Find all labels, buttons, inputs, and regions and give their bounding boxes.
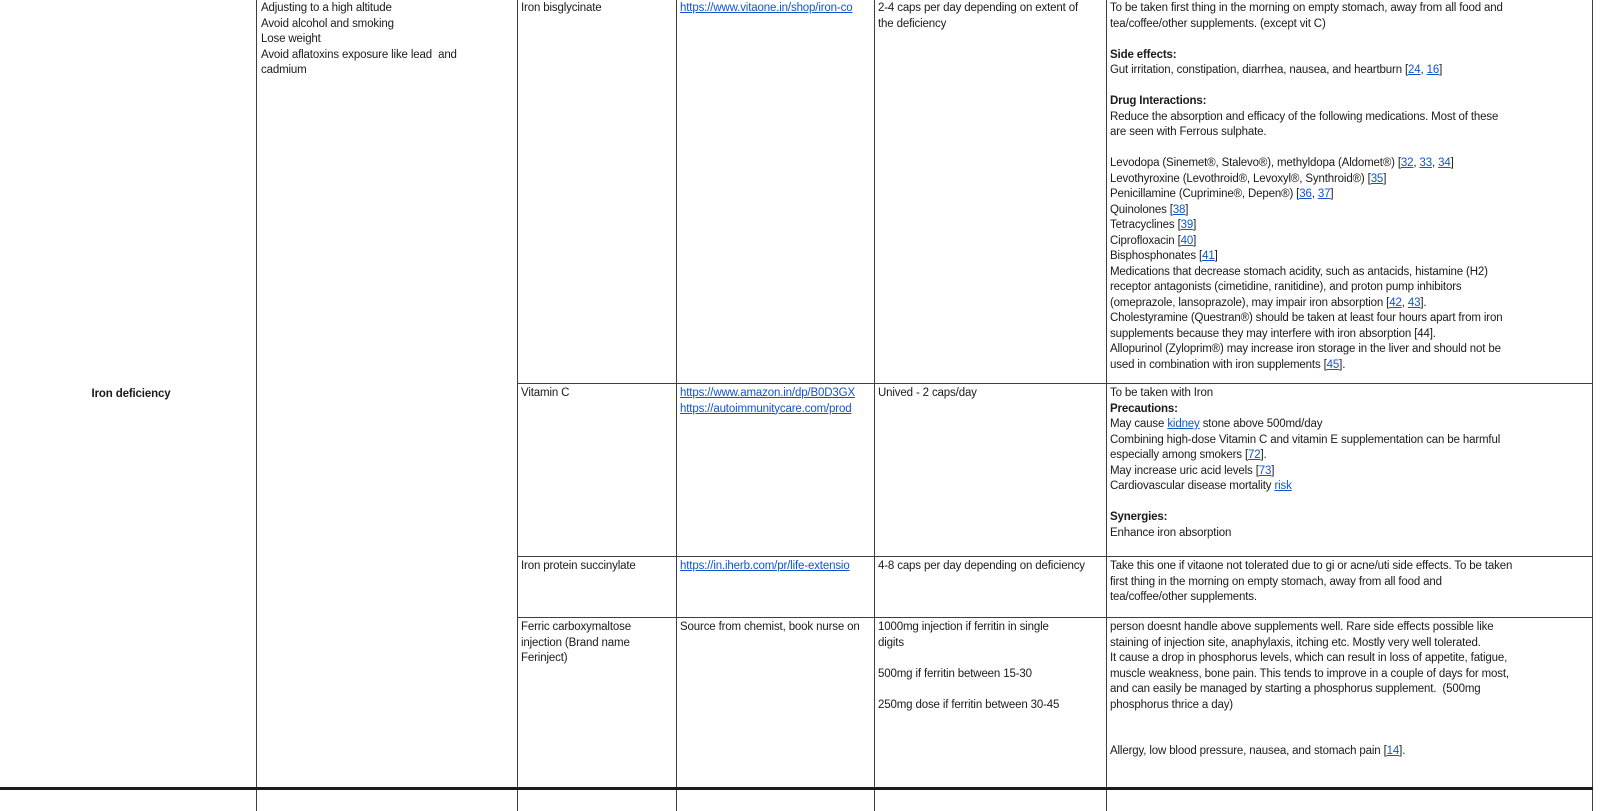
bold-heading: Drug Interactions: (1110, 95, 1207, 107)
text-line (680, 402, 870, 418)
text-line: To be taken with Iron (1110, 387, 1213, 399)
text-segment: ] (1383, 172, 1387, 185)
dose-cell (875, 557, 1105, 616)
text-line (1110, 187, 1588, 203)
text-segment: Levodopa (Sinemet®, Stalevo®), methyldopa (Aldomet®) [ (1110, 157, 1401, 169)
text-line: Iron bisglycinate (521, 2, 602, 14)
lifestyle-advice-cell (258, 0, 520, 787)
text-segment: , (1311, 188, 1318, 200)
text-segment: ] (1439, 64, 1443, 76)
text-line: Lose weight (261, 33, 321, 45)
text-line (1110, 358, 1588, 374)
text-line (1110, 234, 1588, 250)
reference-link[interactable]: https://autoimmunitycare.com/prod (680, 402, 852, 415)
text-segment: especially among smokers [ (1110, 449, 1248, 461)
reference-link[interactable]: 35 (1370, 172, 1384, 185)
text-line: digits (878, 636, 904, 649)
text-segment: ] (1271, 464, 1275, 477)
text-line: are seen with Ferrous sulphate. (1110, 126, 1267, 138)
text-line: Cholestyramine (Questran®) should be taken at least four hours apart from iron (1110, 312, 1503, 324)
text-line (878, 682, 1102, 698)
text-line (1110, 744, 1588, 760)
text-segment: used in combination with iron supplements [ (1110, 358, 1327, 371)
text-segment: , (1432, 157, 1439, 169)
reference-link[interactable]: 39 (1180, 219, 1194, 231)
reference-link[interactable]: 41 (1202, 250, 1215, 262)
product-link-cell (677, 618, 873, 786)
text-segment: (omeprazole, lansoprazole), may impair iron absorption [ (1110, 296, 1390, 309)
text-segment: ]. (1339, 358, 1346, 371)
text-line (1110, 79, 1588, 95)
reference-link[interactable]: 36 (1299, 188, 1312, 200)
reference-link[interactable]: kidney (1167, 418, 1200, 430)
text-line: Unived - 2 caps/day (878, 387, 977, 399)
text-line (1110, 448, 1588, 464)
product-link-cell (677, 384, 873, 555)
reference-link[interactable]: https://in.iherb.com/pr/life-extensio (680, 560, 850, 572)
text-line (1110, 63, 1588, 79)
text-line: cadmium (261, 64, 307, 76)
reference-link[interactable]: 37 (1317, 188, 1331, 200)
text-segment: Gut irritation, constipation, diarrhea, nausea, and heartburn [ (1110, 64, 1409, 76)
column-border (1592, 0, 1593, 811)
text-segment: May cause (1110, 418, 1168, 430)
text-line: Ferric carboxymaltose (521, 621, 631, 633)
text-line (1110, 141, 1588, 157)
text-segment: Levothyroxine (Levothroid®, Levoxyl®, Synthroid®) [ (1110, 172, 1371, 185)
text-line (680, 1, 870, 17)
bold-heading: Side effects: (1110, 48, 1177, 61)
text-line (1110, 48, 1588, 64)
text-line (1110, 203, 1588, 219)
text-line: Ferinject) (521, 652, 568, 664)
reference-link[interactable]: https://www.amazon.in/dp/B0D3GX (680, 387, 855, 399)
reference-link[interactable]: 16 (1426, 64, 1440, 76)
text-line (878, 651, 1102, 667)
text-segment: ]. (1260, 449, 1267, 461)
text-segment: , (1413, 157, 1420, 169)
text-line: receptor antagonists (cimetidine, ranitidine), and proton pump inhibitors (1110, 281, 1462, 293)
text-line: To be taken first thing in the morning on empty stomach, away from all food and (1110, 2, 1503, 14)
reference-link[interactable]: 72 (1248, 449, 1261, 461)
text-line (1110, 479, 1588, 495)
text-line: phosphorus thrice a day) (1110, 698, 1233, 711)
text-segment: ] (1450, 157, 1454, 169)
bold-heading: Precautions: (1110, 402, 1178, 415)
text-line: 500mg if ferritin between 15-30 (878, 667, 1032, 680)
reference-link[interactable]: 24 (1408, 64, 1421, 76)
text-line: the deficiency (878, 17, 947, 30)
reference-link[interactable]: 38 (1172, 203, 1186, 216)
condition-cell (1, 0, 261, 788)
supplement-name-cell (518, 0, 675, 382)
text-line: Avoid alcohol and smoking (261, 17, 394, 30)
text-line: Enhance iron absorption (1110, 526, 1232, 539)
text-line (680, 386, 870, 402)
text-line (1110, 510, 1588, 526)
text-line: Adjusting to a high altitude (261, 2, 392, 14)
text-line (1110, 218, 1588, 234)
dose-cell (875, 618, 1105, 786)
text-line (1110, 249, 1588, 265)
dose-cell (875, 0, 1105, 382)
text-line: first thing in the morning on empty stomach, away from all food and (1110, 575, 1442, 588)
text-line: muscle weakness, bone pain. This tends to improve in a couple of days for most, (1110, 667, 1509, 680)
text-line: Avoid aflatoxins exposure like lead and (261, 48, 457, 61)
text-segment: , (1401, 296, 1408, 309)
text-line: Medications that decrease stomach acidity, such as antacids, histamine (H2) (1110, 265, 1488, 278)
text-line: tea/coffee/other supplements. (except vit C) (1110, 17, 1326, 30)
reference-link[interactable]: 73 (1258, 464, 1272, 477)
text-segment: ] (1330, 188, 1334, 200)
text-segment: ] (1193, 219, 1197, 231)
text-segment: May increase uric acid levels [ (1110, 464, 1259, 477)
text-segment: Ciprofloxacin [ (1110, 234, 1181, 247)
text-line (1110, 172, 1588, 188)
notes-cell (1107, 384, 1591, 555)
text-segment: Bisphosphonates [ (1110, 250, 1203, 262)
reference-link[interactable]: 14 (1386, 745, 1400, 757)
dose-cell (875, 384, 1105, 555)
text-segment: ] (1185, 203, 1189, 216)
text-line (1110, 417, 1588, 433)
reference-link[interactable]: 45 (1326, 358, 1340, 371)
text-line: Vitamin C (521, 387, 570, 399)
text-line (680, 620, 870, 636)
text-line (1110, 464, 1588, 480)
reference-link[interactable]: https://www.vitaone.in/shop/iron-co (680, 2, 853, 14)
notes-cell (1107, 0, 1591, 382)
text-line: 4-8 caps per day depending on deficiency (878, 560, 1085, 572)
text-line: injection (Brand name (521, 636, 630, 649)
reference-link[interactable]: 32 (1400, 157, 1414, 169)
text-line: Combining high-dose Vitamin C and vitamin E supplementation can be harmful (1110, 433, 1501, 446)
text-line: 2-4 caps per day depending on extent of (878, 2, 1079, 14)
reference-link[interactable]: 40 (1180, 234, 1194, 247)
text-segment: stone above 500md/day (1199, 418, 1323, 430)
text-line: Allopurinol (Zyloprim®) may increase iron storage in the liver and should not be (1110, 343, 1501, 355)
text-line (1110, 495, 1588, 511)
text-line: It cause a drop in phosphorus levels, which can result in loss of appetite, fatigue, (1110, 652, 1508, 664)
text-line: 250mg dose if ferritin between 30-45 (878, 698, 1060, 711)
text-line (1110, 713, 1588, 729)
text-line: tea/coffee/other supplements. (1110, 591, 1257, 603)
notes-cell (1107, 557, 1591, 616)
text-line: person doesnt handle above supplements well. Rare side effects possible like (1110, 621, 1494, 633)
reference-link[interactable]: 33 (1419, 157, 1432, 169)
text-line (1110, 94, 1588, 110)
text-segment: Source from chemist, book nurse on (680, 621, 860, 633)
condition-label: Iron deficiency (91, 388, 171, 401)
text-line (1110, 156, 1588, 172)
text-segment: ]. (1399, 745, 1406, 757)
bold-heading: Synergies: (1110, 511, 1168, 523)
text-segment: Allergy, low blood pressure, nausea, and stomach pain [ (1110, 745, 1387, 757)
product-link-cell (677, 557, 873, 616)
text-segment: Cardiovascular disease mortality (1110, 480, 1275, 492)
text-line (680, 559, 870, 575)
supplement-name-cell (518, 384, 675, 555)
text-line (1110, 402, 1588, 418)
reference-link[interactable]: 34 (1438, 157, 1451, 169)
reference-link[interactable]: 43 (1407, 296, 1421, 309)
text-line: Take this one if vitaone not tolerated due to gi or acne/uti side effects. To be taken (1110, 560, 1513, 572)
text-line: and can easily be managed by starting a phosphorus supplement. (500mg (1110, 683, 1481, 695)
text-segment: , (1420, 64, 1427, 76)
text-segment: ]. (1420, 296, 1427, 309)
reference-link[interactable]: 42 (1389, 296, 1402, 309)
reference-link[interactable]: risk (1274, 480, 1292, 492)
text-line: 1000mg injection if ferritin in single (878, 621, 1049, 633)
text-line: Iron protein succinylate (521, 560, 636, 572)
text-line: Reduce the absorption and efficacy of the following medications. Most of these (1110, 110, 1499, 123)
text-line (1110, 296, 1588, 312)
product-link-cell (677, 0, 873, 382)
text-line (1110, 729, 1588, 745)
text-segment: ] (1193, 234, 1197, 247)
notes-cell (1107, 618, 1591, 786)
text-line: supplements because they may interfere with iron absorption [44]. (1110, 327, 1436, 340)
text-segment: ] (1214, 250, 1218, 262)
text-line: staining of injection site, anaphylaxis, itching etc. Mostly very well tolerated. (1110, 636, 1481, 649)
text-segment: Tetracyclines [ (1110, 219, 1181, 231)
text-line (1110, 32, 1588, 48)
text-segment: Penicillamine (Cuprimine®, Depen®) [ (1110, 188, 1300, 200)
supplement-name-cell (518, 618, 675, 786)
text-segment: Quinolones [ (1110, 203, 1173, 216)
supplement-name-cell (518, 557, 675, 616)
